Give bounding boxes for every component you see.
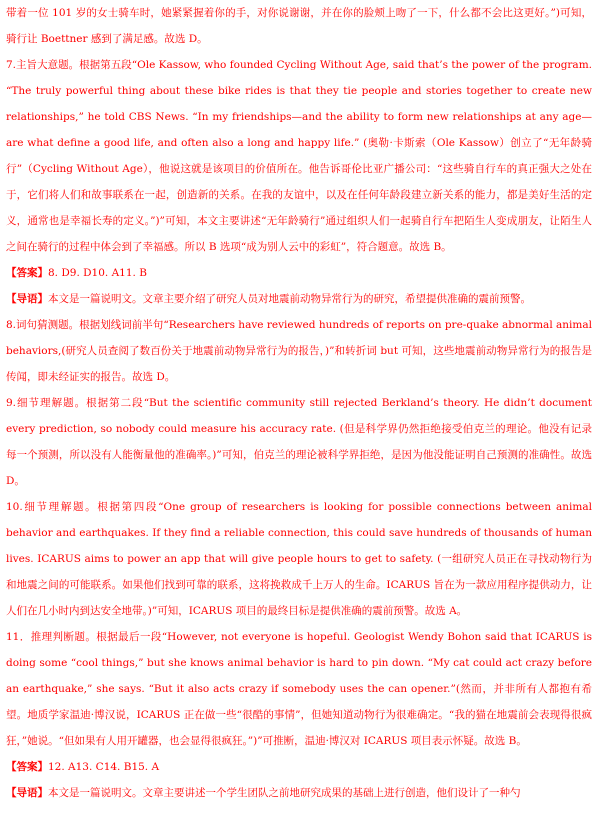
answer-text: 8. D9. D10. A11. B	[48, 267, 147, 279]
paragraph-q6-ending: 带着一位 101 岁的女士骑车时，她紧紧握着你的手，对你说谢谢，并在你的脸颊上吻了一下，什么都不会比这更好。”)可知，骑行让 Boettner 感到了满足感。故选 D。	[6, 7, 592, 45]
answer-key-8-11	[6, 260, 592, 286]
paragraph-q7-explanation: 7.主旨大意题。根据第五段“Ole Kassow, who founded Cycling Without Age, said that’s the power of the program. “The truly powerful thing about these bike rides is that they tie people and stories together to create new relationships,” he told CBS News. “In my friendships—and the ability to form new relationships at any age—are what define a good life, and often also a long and happy life.” (奥勒·卡斯索（Ole Kassow）创立了“无年龄骑行”（Cycling Without Age），他说这就是该项目的价值所在。他告诉哥伦比亚广播公司：“这些骑自行车的真正强大之处在于，它们将人们和故事联系在一起，创造新的关系。在我的友谊中，以及在任何年龄段建立新关系的能力，都是美好生活的定义，通常也是幸福长寿的定义。”)”可知，本文主要讲述“无年龄骑行”通过组织人们一起骑自行车把陌生人变成朋友，让陌生人之间在骑行的过程中体会到了幸福感。所以 B 选项“成为别人云中的彩虹”，符合题意。故选 B。	[6, 59, 592, 253]
guide-label: 【导语】	[6, 293, 48, 305]
guide-passage-c	[6, 286, 592, 312]
guide-text: 本文是一篇说明文。文章主要介绍了研究人员对地震前动物异常行为的研究，希望提供准确的震前预警。	[48, 293, 531, 305]
answer-label: 【答案】	[6, 761, 48, 773]
answer-label: 【答案】	[6, 267, 48, 279]
paragraph-q8-explanation: 8.词句猜测题。根据划线词前半句“Researchers have reviewed hundreds of reports on pre-quake abnormal animal behaviors,(研究人员查阅了数百份关于地震前动物异常行为的报告，)”和转折词 but 可知，这些地震前动物异常行为的报告是传闻，即未经证实的报告。故选 D。	[6, 319, 592, 383]
answer-key-12-15	[6, 754, 592, 780]
paragraph-q9-explanation: 9.细节理解题。根据第二段“But the scientific community still rejected Berkland’s theory. He didn’t document every prediction, so nobody could measure his accuracy rate. (但是科学界仍然拒绝接受伯克兰的理论。他没有记录每一个预测，所以没有人能衡量他的准确率。)”可知，伯克兰的理论被科学界拒绝，是因为他没能证明自己预测的准确性。故选 D。	[6, 397, 592, 487]
guide-label: 【导语】	[6, 787, 48, 799]
paragraph-q10-explanation: 10.细节理解题。根据第四段“One group of researchers is looking for possible connections between animal behavior and earthquakes. If they find a reliable connection, this could save hundreds of thousands of human lives. ICARUS aims to power an app that will give people hours to get to safety. (一组研究人员正在寻找动物行为和地震之间的可能联系。如果他们找到可靠的联系，这将挽救成千上万人的生命。ICARUS 旨在为一款应用程序提供动力，让人们在几小时内到达安全地带。)”可知，ICARUS 项目的最终目标是提供准确的震前预警。故选 A。	[6, 501, 592, 617]
guide-text: 本文是一篇说明文。文章主要讲述一个学生团队之前地研究成果的基础上进行创造，他们设计了一种勺	[48, 787, 521, 799]
guide-passage-d	[6, 780, 592, 806]
paragraph-q11-explanation: 11．推理判断题。根据最后一段“However, not everyone is hopeful. Geologist Wendy Bohon said that ICARUS is doing some “cool things,” but she knows animal behavior is hard to pin down. “My cat could act crazy before an earthquake,” she says. “But it also acts crazy if somebody uses the can opener.”(然而，并非所有人都抱有希望。地质学家温迪·博汉说，ICARUS 正在做一些“很酷的事情”，但她知道动物行为很难确定。“我的猫在地震前会表现得很疯狂，”她说。“但如果有人用开罐器，也会显得很疯狂。”)”可推断，温迪·博汉对 ICARUS 项目表示怀疑。故选 B。	[6, 631, 592, 747]
answer-text: 12. A13. C14. B15. A	[48, 761, 160, 773]
